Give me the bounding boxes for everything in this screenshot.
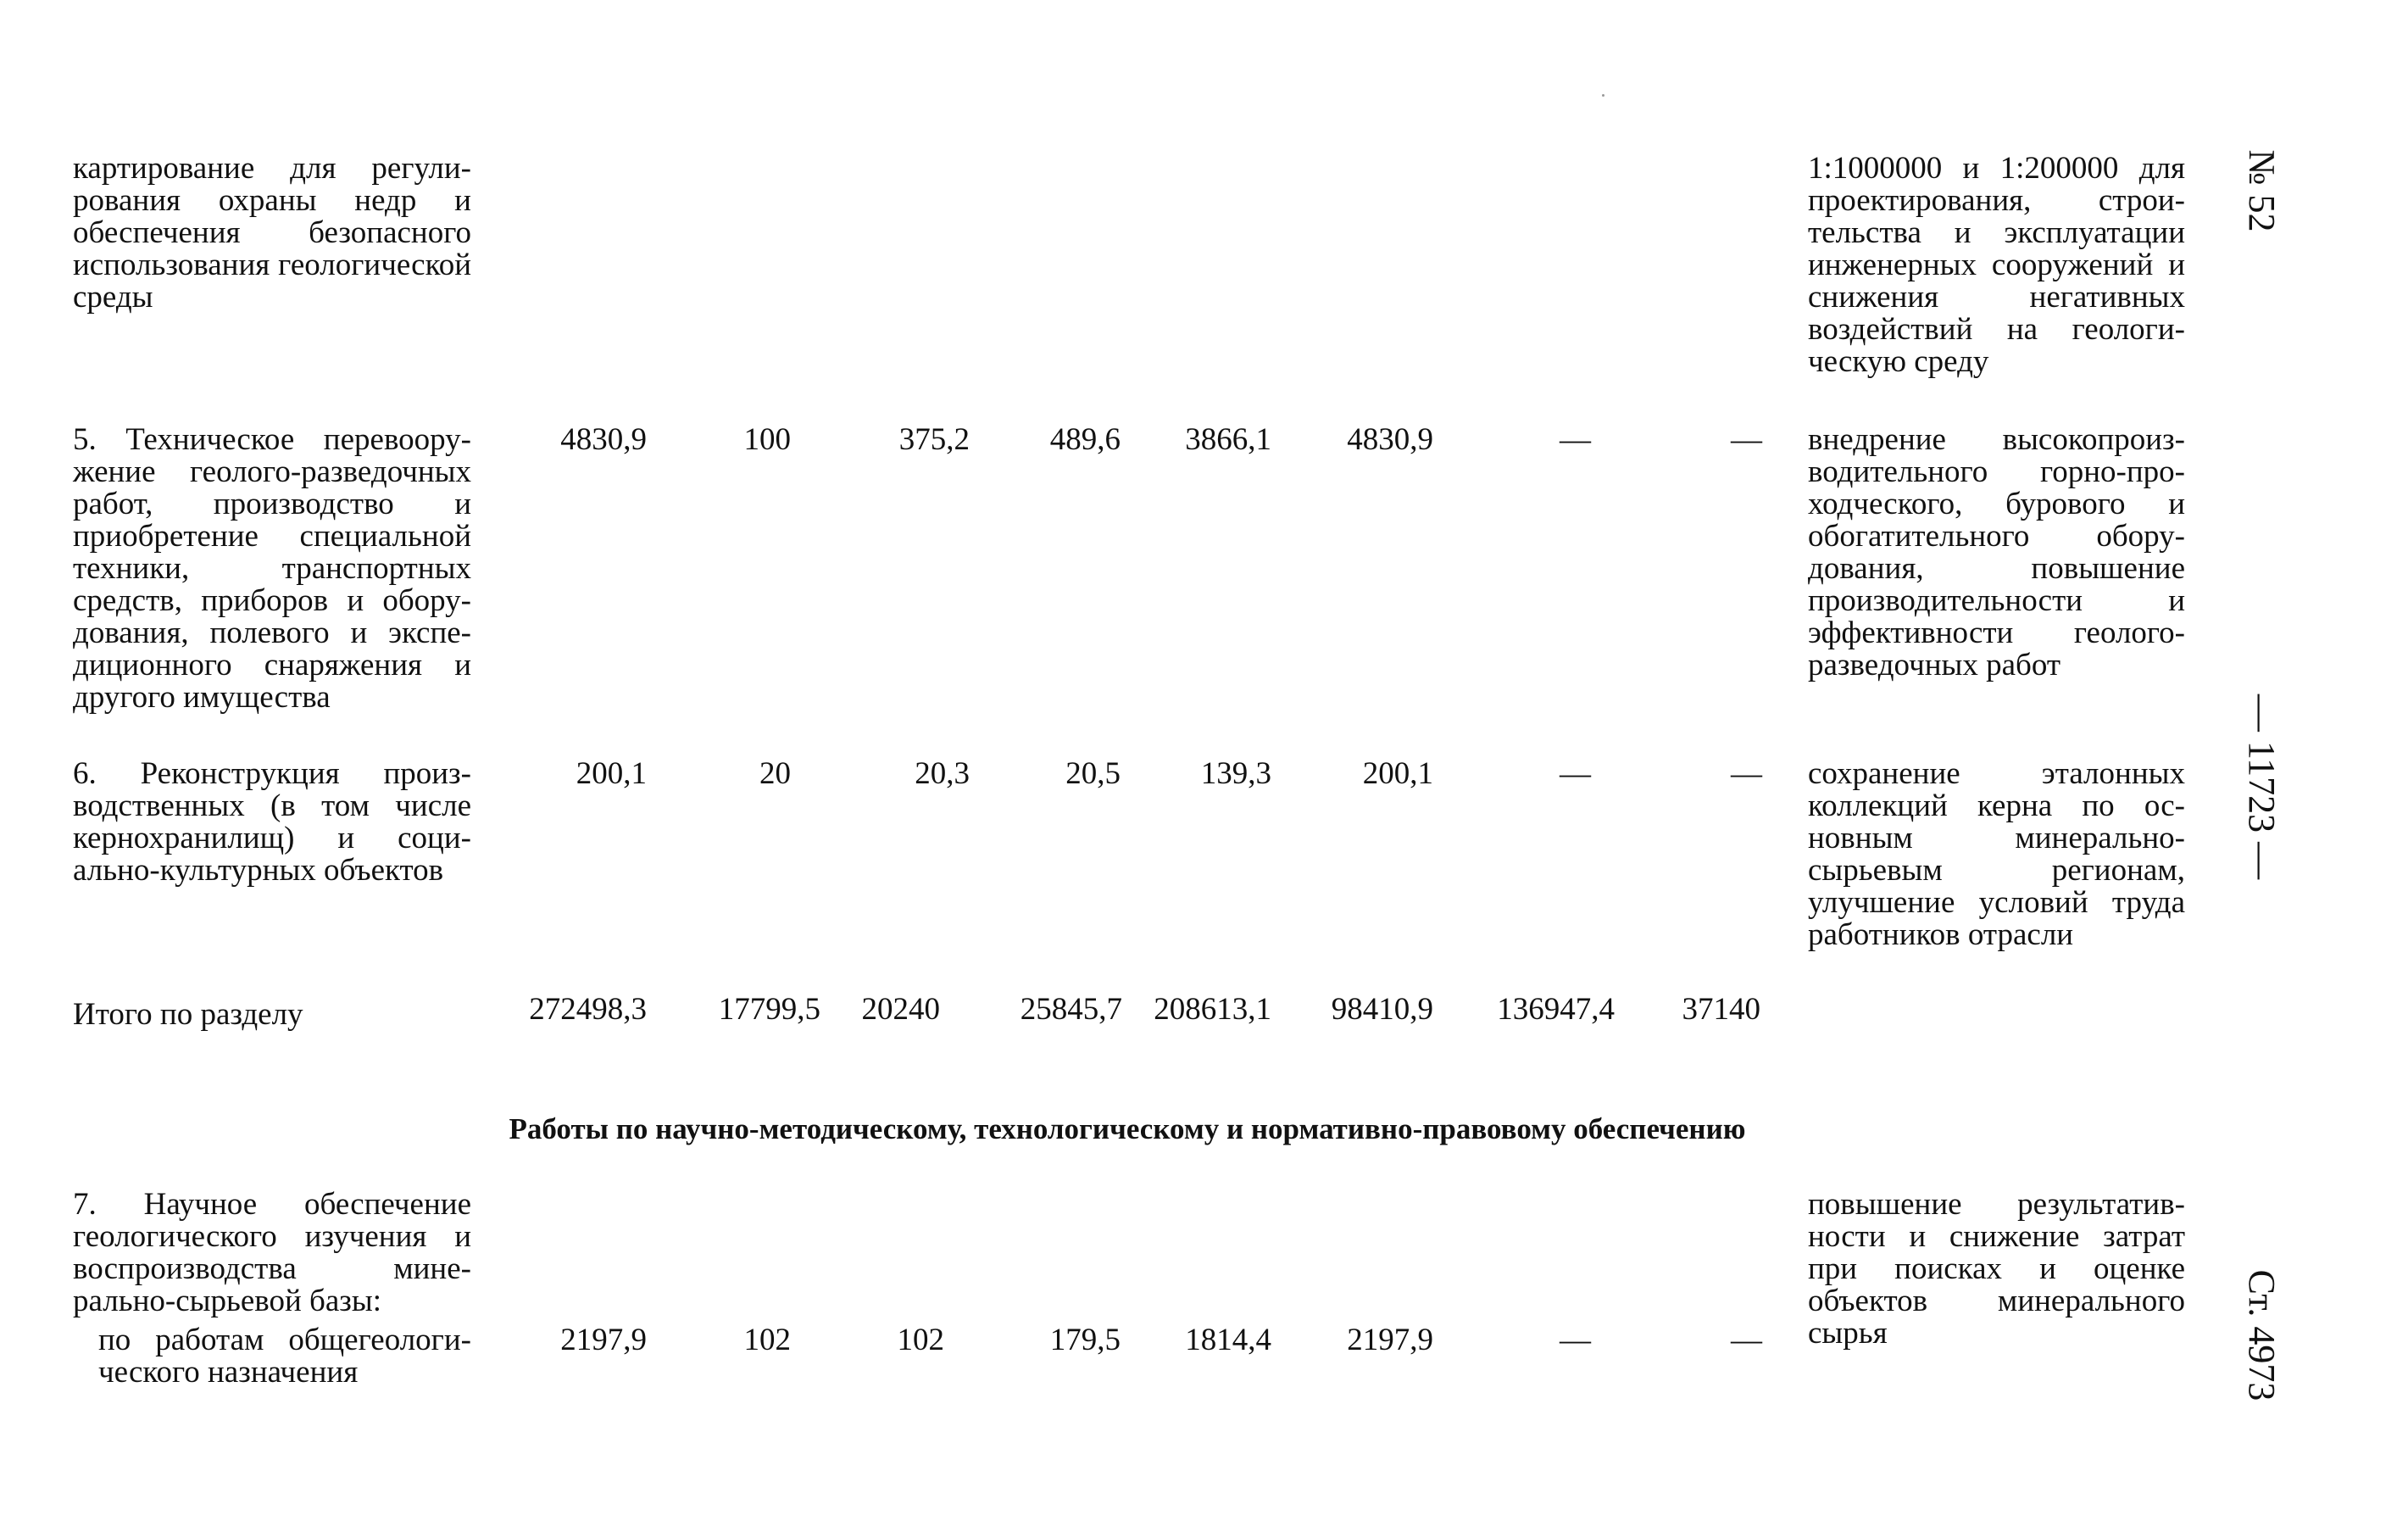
row-6-value-7: — xyxy=(1560,756,1591,791)
total-value-8: 37140 xyxy=(1682,992,1760,1027)
document-number: № 52 xyxy=(2241,149,2283,232)
row-6-value-3: 20,3 xyxy=(915,756,970,791)
row-7-value-5: 1814,4 xyxy=(1185,1323,1271,1357)
row-6-value-2: 20 xyxy=(759,756,791,791)
row-7-value-2: 102 xyxy=(743,1323,791,1357)
row-7-value-7: — xyxy=(1560,1323,1591,1357)
row-7-value-8: — xyxy=(1731,1323,1762,1357)
row-7-sub-description: по работам общегеологического назначения xyxy=(98,1323,471,1390)
row-6-value-4: 20,5 xyxy=(1065,756,1121,791)
total-value-1: 272498,3 xyxy=(529,992,647,1027)
row-5-effect: внедрение высокопроизводительного горно-проходческого, бурового и обогатительного оборудования, повышение производительности и эффективности геологоразведочных работ xyxy=(1808,422,2185,682)
row-5-description: 5. Техническое перевооружение геолого-разведочных работ, производство и приобретение специальной техники, транспортных средств, приборов и оборудования, полевого и экспедиционного снаряжения и другого имущества xyxy=(73,422,471,715)
row-5-value-3: 375,2 xyxy=(898,422,970,457)
row-5-value-4: 489,6 xyxy=(1049,422,1121,457)
page-reference: — 11723 — xyxy=(2241,694,2283,880)
row-6-value-8: — xyxy=(1731,756,1762,791)
row-6-value-6: 200,1 xyxy=(1362,756,1433,791)
row-7-value-6: 2197,9 xyxy=(1347,1323,1433,1357)
total-value-4: 25845,7 xyxy=(1020,992,1122,1027)
row-5-value-7: — xyxy=(1560,422,1591,457)
row-5-value-8: — xyxy=(1731,422,1762,457)
row-7-description: 7. Научное обеспечение геологического изучения и воспроизводства минерально-сырьевой базы: xyxy=(73,1187,471,1318)
continued-row-effect: 1:1000000 и 1:200000 для проектирования, строительства и эксплуатации инженерных сооружений и снижения негативных воздействий на геологическую среду xyxy=(1808,151,2185,379)
row-7-value-4: 179,5 xyxy=(1049,1323,1121,1357)
section-heading: Работы по научно-методическому, технологическому и нормативно-правовому обеспечению xyxy=(509,1112,1746,1145)
total-value-2: 17799,5 xyxy=(718,992,820,1027)
row-6-effect: сохранение эталонных коллекций керна по основным минерально-сырьевым регионам, улучшение условий труда работников отрасли xyxy=(1808,756,2185,952)
row-5-value-2: 100 xyxy=(743,422,791,457)
total-value-6: 98410,9 xyxy=(1331,992,1433,1027)
row-6-value-5: 139,3 xyxy=(1200,756,1271,791)
row-7-value-3: 102 xyxy=(897,1323,944,1357)
row-6-value-1: 200,1 xyxy=(576,756,647,791)
total-label: Итого по разделу xyxy=(73,997,303,1032)
total-value-3: 20240 xyxy=(861,992,940,1027)
row-5-value-5: 3866,1 xyxy=(1185,422,1271,457)
scan-speck xyxy=(1602,94,1604,97)
row-5-value-6: 4830,9 xyxy=(1347,422,1433,457)
row-7-effect: повышение результативности и снижение затрат при поисках и оценке объектов минерального сырья xyxy=(1808,1187,2185,1351)
continued-row-description: картирование для регулирования охраны недр и обеспечения безопасного использования геологической среды xyxy=(73,151,471,315)
row-7-value-1: 2197,9 xyxy=(560,1323,647,1357)
total-value-7: 136947,4 xyxy=(1497,992,1615,1027)
article-number: Ст. 4973 xyxy=(2241,1269,2283,1401)
row-6-description: 6. Реконструкция производственных (в том числе кернохранилищ) и социально-культурных объектов xyxy=(73,756,471,888)
row-5-value-1: 4830,9 xyxy=(560,422,647,457)
total-value-5: 208613,1 xyxy=(1154,992,1271,1027)
